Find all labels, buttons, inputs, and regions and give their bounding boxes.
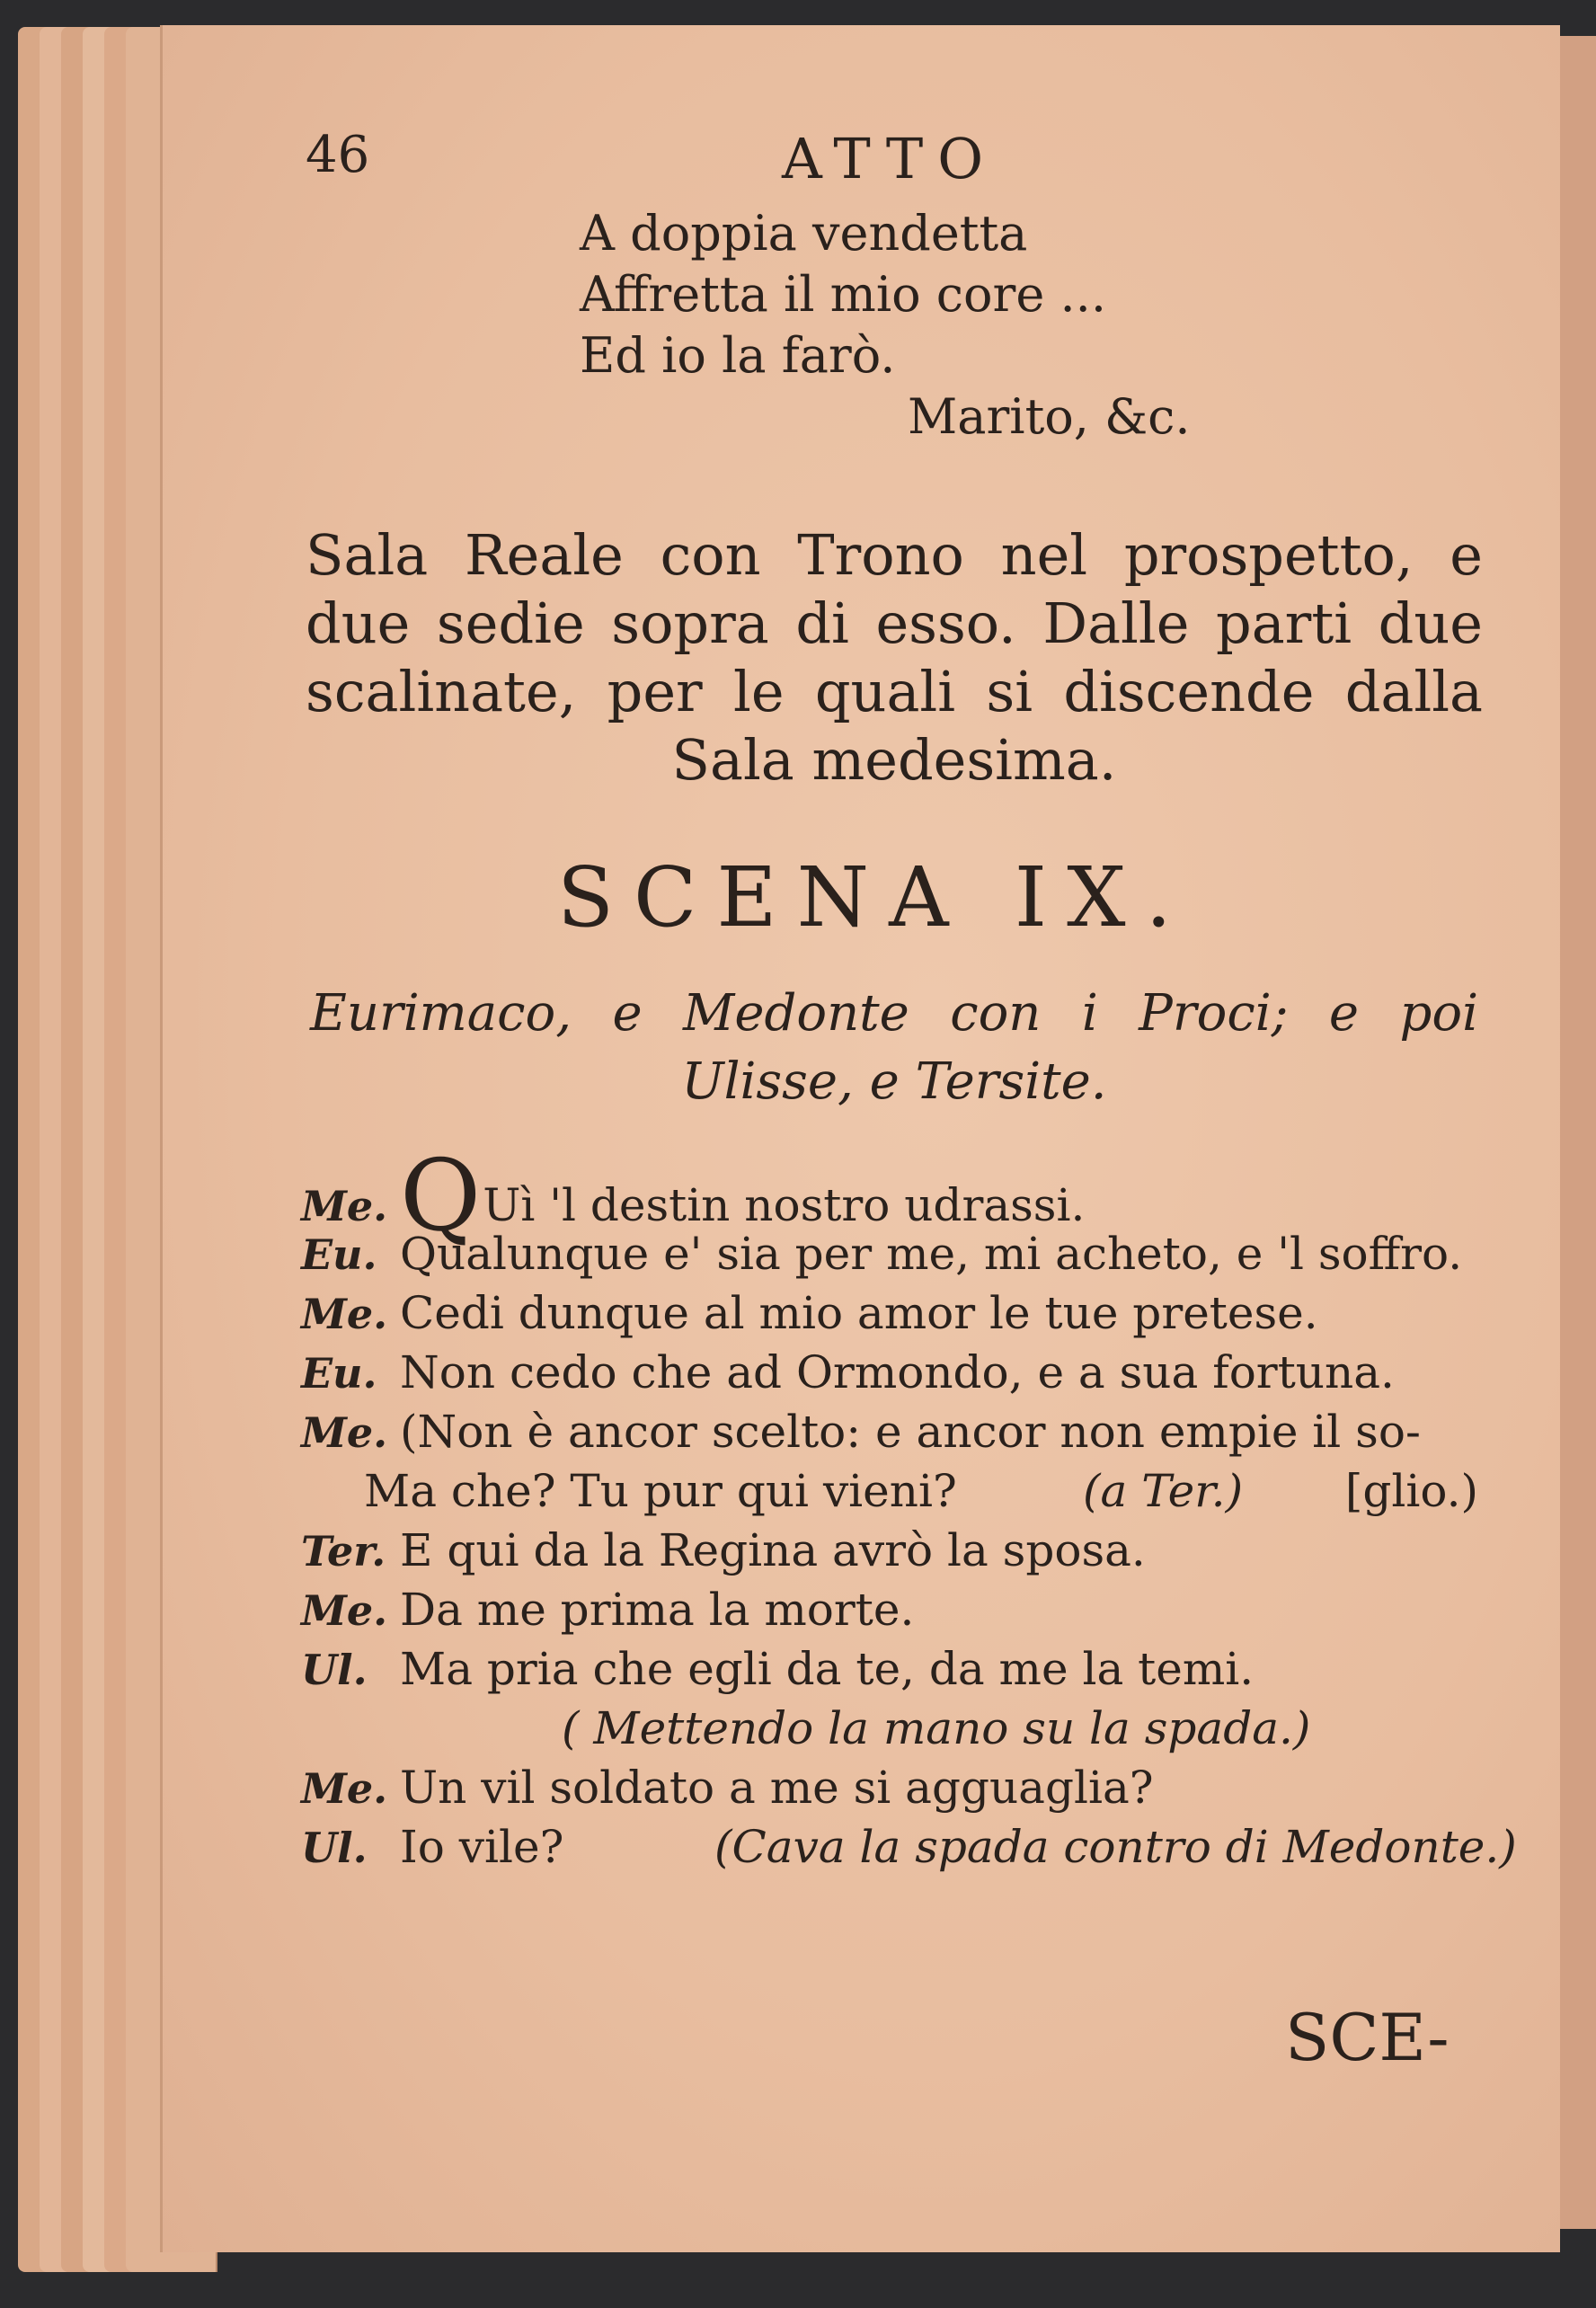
speaker: Me. [301, 1586, 388, 1635]
verse-line: A doppia vendetta [580, 205, 1028, 262]
verse-line: Affretta il mio core ... [580, 266, 1106, 323]
line-text: Non cedo che ad Ormondo, e a sua fortuna. [400, 1346, 1395, 1398]
stage-direction-line [301, 1702, 1487, 1762]
line-text: Uì 'l destin nostro udrassi. [483, 1179, 1086, 1231]
line-tail: [glio.) [1344, 1465, 1478, 1517]
line-text: Ma che? Tu pur qui vieni? [364, 1465, 957, 1517]
speaker: Ul. [301, 1824, 368, 1872]
dialogue-line [301, 1287, 1487, 1346]
dialogue-line [301, 1406, 1487, 1465]
running-head: ATTO [782, 126, 998, 191]
dialogue [301, 1138, 1517, 1880]
line-text: Da me prima la morte. [400, 1584, 915, 1636]
speaker: Ter. [301, 1527, 386, 1576]
aside-direction: (a Ter.) [1083, 1465, 1244, 1517]
catchword: SCE- [1285, 2000, 1450, 2075]
dialogue-line [301, 1138, 1487, 1253]
scene-title: SCENA IX. [557, 849, 1192, 945]
speaker: Me. [301, 1290, 388, 1338]
scene-characters: Eurimaco, e Medonte con i Proci; e poi Ulisse, e Tersite. [310, 984, 1478, 1111]
verse-refrain: Marito, &c. [908, 388, 1191, 445]
speaker: Ul. [301, 1646, 368, 1694]
speaker: Eu. [301, 1349, 377, 1398]
verse-line: Ed io la farò. [580, 327, 896, 384]
line-text: (Non è ancor scelto: e ancor non empie il so- [400, 1406, 1421, 1458]
stage-direction: Sala Reale con Trono nel prospetto, e due sedie sopra di esso. Dalle parti due scalinate, per le quali si discende dalla Sala medesima. [306, 522, 1483, 793]
dialogue-line [301, 1584, 1487, 1643]
page-number: 46 [306, 126, 370, 184]
line-text: Cedi dunque al mio amor le tue pretese. [400, 1287, 1318, 1339]
line-text: Io vile? [400, 1821, 564, 1873]
speaker: Eu. [301, 1230, 377, 1279]
direction-text: (Cava la spada contro di Medonte.) [714, 1821, 1517, 1873]
direction-text: ( Mettendo la mano su la spada.) [562, 1702, 1311, 1754]
dialogue-line [301, 1643, 1487, 1702]
dialogue-line [301, 1465, 1487, 1524]
dialogue-line [301, 1228, 1487, 1287]
drop-cap: Q [400, 1138, 482, 1253]
dialogue-line [301, 1346, 1487, 1406]
line-text: Ma pria che egli da te, da me la temi. [400, 1643, 1255, 1695]
speaker: Me. [301, 1182, 388, 1230]
dialogue-line [301, 1821, 1517, 1880]
line-text: Un vil soldato a me si agguaglia? [400, 1762, 1154, 1814]
line-text: Qualunque e' sia per me, mi acheto, e 'l soffro. [400, 1228, 1463, 1280]
line-text: E qui da la Regina avrò la sposa. [400, 1524, 1146, 1576]
dialogue-line [301, 1524, 1487, 1584]
dialogue-line [301, 1762, 1487, 1821]
speaker: Me. [301, 1408, 388, 1457]
speaker: Me. [301, 1764, 388, 1813]
